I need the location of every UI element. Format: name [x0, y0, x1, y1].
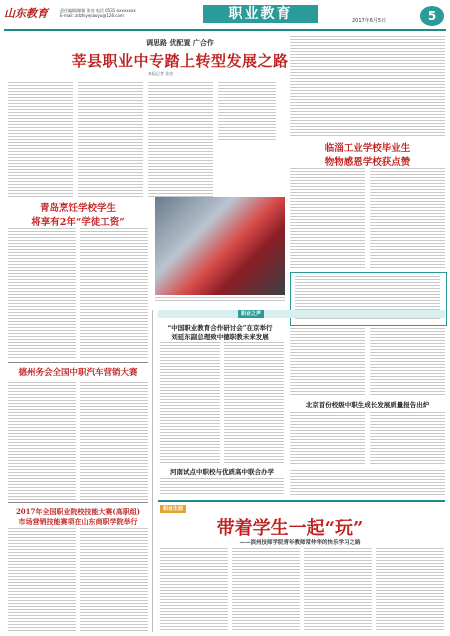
- feature-body-text: [376, 548, 444, 632]
- lead-body-text: [218, 82, 276, 142]
- feature-body-text: [304, 548, 372, 632]
- dezhou-headline: 德州务会全国中职汽车营销大赛: [18, 368, 138, 378]
- lead-byline: 本报记者 张亮: [148, 71, 174, 76]
- newspaper-logo: 山东教育: [4, 7, 48, 20]
- linzi-body-text: [290, 168, 365, 268]
- panel-body-text: [370, 328, 445, 396]
- panel-label-bar: [158, 310, 445, 318]
- section-divider: [8, 362, 148, 363]
- column-divider: [152, 310, 153, 632]
- lead-body-text: [148, 82, 213, 197]
- dezhou-body-text: [80, 382, 148, 500]
- panel-body-text: [290, 328, 365, 396]
- page-number: 5: [420, 6, 444, 26]
- panel-section-label: 职业之声: [238, 310, 264, 318]
- headline-line: 将享有2年“学徒工资”: [31, 217, 125, 228]
- headline-line: 市场营销技能赛项在山东商职学院举行: [18, 517, 138, 526]
- section-title: 职业教育: [203, 5, 318, 23]
- headline-line: 临淄工业学校毕业生: [324, 143, 411, 154]
- panel-headline: [165, 323, 275, 341]
- classroom-photo: [155, 197, 285, 295]
- qingdao-headline: [8, 200, 148, 228]
- section-divider: [8, 502, 148, 503]
- panel-body-text: [224, 342, 284, 464]
- headline-line: 2017年全国职业院校技能大赛(高职组): [15, 507, 141, 516]
- headline-line: “中国职业教育合作研讨会”在京举行: [167, 324, 273, 332]
- header-meta-line: 责任编辑/邮箱 张亮 电话 0531-xxxxxxxx: [60, 8, 136, 13]
- lead-kicker: 调思路 优配置 广合作: [146, 38, 214, 47]
- linzi-headline: [290, 140, 445, 168]
- beijing-headline: 北京首份校级中职生成长发展质量报告出炉: [305, 401, 430, 409]
- photo-caption: [155, 297, 285, 303]
- header-meta-line: E-mail: zdzhiyejiaoyu@126.com: [60, 13, 124, 18]
- feature-headline: 带着学生一起“玩”: [216, 518, 364, 539]
- lead-body-text: [8, 82, 73, 197]
- headline-line: 物物感恩学校获点赞: [324, 157, 411, 168]
- right-column-text: [290, 470, 445, 496]
- feature-rule: [158, 500, 445, 502]
- headline-line: 青岛烹饪学校学生: [39, 203, 116, 214]
- liaocheng-body-text: [8, 528, 76, 632]
- feature-body-text: [232, 548, 300, 632]
- panel-body-text: [160, 342, 220, 464]
- lead-headline: 莘县职业中专踏上转型发展之路: [71, 52, 289, 70]
- henan-headline: 河南试点中职校与优质高中联合办学: [170, 468, 274, 476]
- feature-body-text: [160, 548, 228, 632]
- lead-body-text: [78, 82, 143, 197]
- beijing-body-text: [290, 412, 365, 464]
- qingdao-body-text: [80, 228, 148, 358]
- henan-body-text: [160, 478, 284, 496]
- liaocheng-body-text: [80, 528, 148, 632]
- dezhou-body-text: [8, 382, 76, 500]
- beijing-body-text: [370, 412, 445, 464]
- linzi-body-text: [370, 168, 445, 268]
- page-date: 2017年6月5日: [352, 18, 387, 24]
- headline-line: 刘延东副总理致中德职教未来发展: [171, 333, 269, 341]
- qingdao-body-text: [8, 228, 76, 358]
- masthead-rule: [4, 29, 446, 31]
- liaocheng-headline: [6, 507, 150, 527]
- header-meta: [60, 8, 210, 18]
- feature-section-label: 职业生涯: [160, 505, 186, 513]
- right-column-text: [290, 36, 445, 136]
- feature-subhead: ——滨州技师学院青年教师常仲华的快乐学习之路: [239, 540, 361, 546]
